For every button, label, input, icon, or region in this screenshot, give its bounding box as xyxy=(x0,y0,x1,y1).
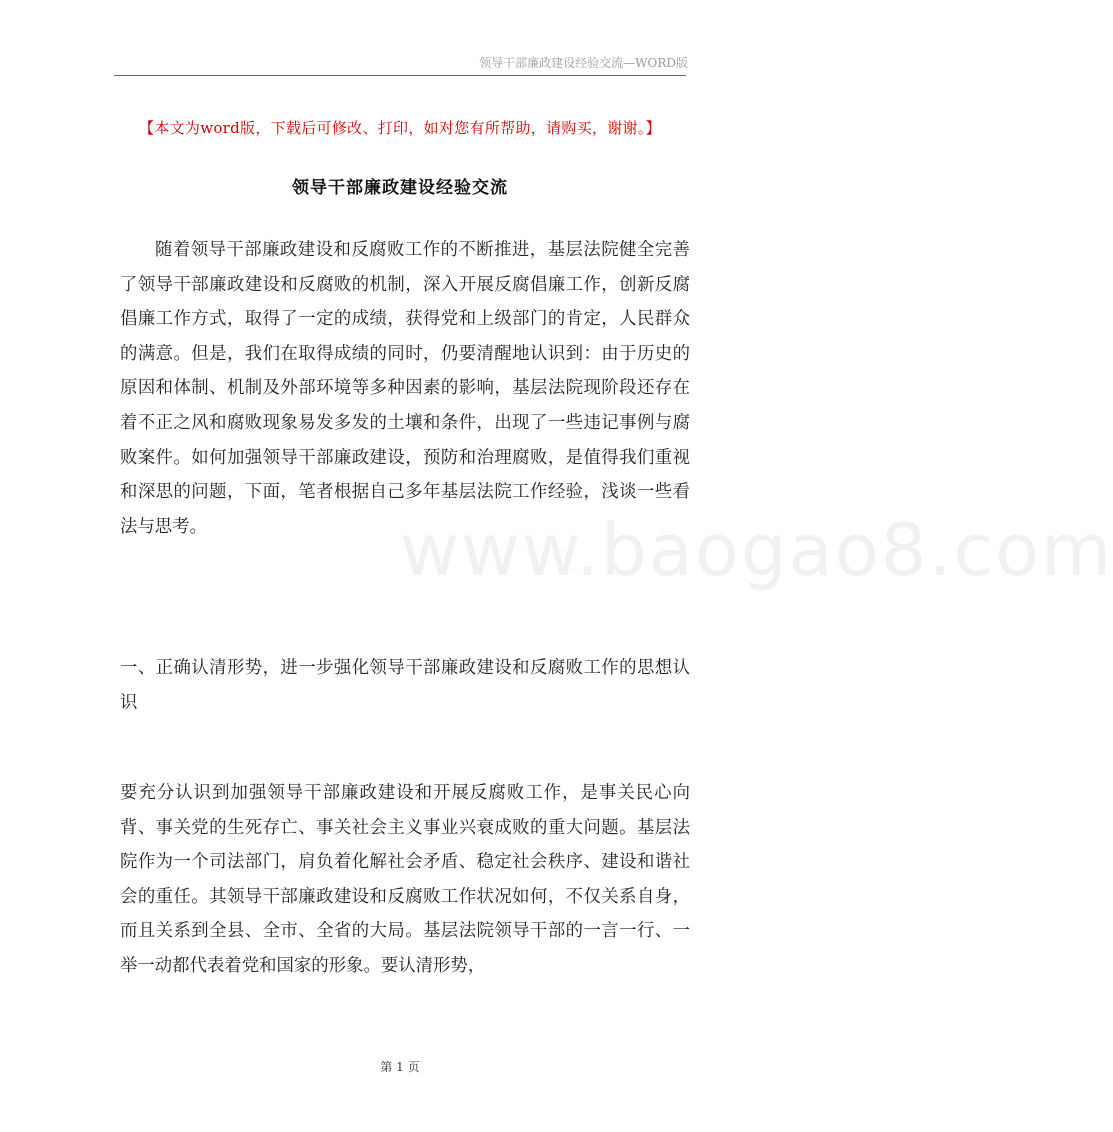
watermark-text: www.baogao8.com xyxy=(400,508,1113,592)
document-title: 领导干部廉政建设经验交流 xyxy=(292,178,508,198)
page-number: 第 1 页 xyxy=(380,1060,420,1074)
header-divider xyxy=(114,75,686,76)
download-notice: 【本文为word版，下载后可修改、打印，如对您有所帮助，请购买，谢谢。】 xyxy=(139,119,661,137)
body-paragraph: 随着领导干部廉政建设和反腐败工作的不断推进，基层法院健全完善了领导干部廉政建设和反腐败的机制，深入开展反腐倡廉工作，创新反腐倡廉工作方式，取得了一定的成绩，获得党和上级部门的肯定，人民群众的满意。但是，我们在取得成绩的同时，仍要清醒地认识到：由于历史的原因和体制、机制及外部环境等多种因素的影响，基层法院现阶段还存在着不正之风和腐败现象易发多发的土壤和条件，出现了一些违记事例与腐败案件。如何加强领导干部廉政建设，预防和治理腐败，是值得我们重视和深思的问题，下面，笔者根据自己多年基层法院工作经验，浅谈一些看法与思考。 xyxy=(120,240,690,537)
body-paragraph: 要充分认识到加强领导干部廉政建设和开展反腐败工作，是事关民心向背、事关党的生死存亡、事关社会主义事业兴衰成败的重大问题。基层法院作为一个司法部门，肩负着化解社会矛盾、稳定社会秩序、建设和谐社会的重任。其领导干部廉政建设和反腐败工作状况如何，不仅关系自身，而且关系到全县、全市、全省的大局。基层法院领导干部的一言一行、一举一动都代表着党和国家的形象。要认清形势， xyxy=(120,783,690,976)
page-header-text: 领导干部廉政建设经验交流—WORD版 xyxy=(479,56,688,70)
section-heading: 一、正确认清形势，进一步强化领导干部廉政建设和反腐败工作的思想认识 xyxy=(120,658,690,713)
